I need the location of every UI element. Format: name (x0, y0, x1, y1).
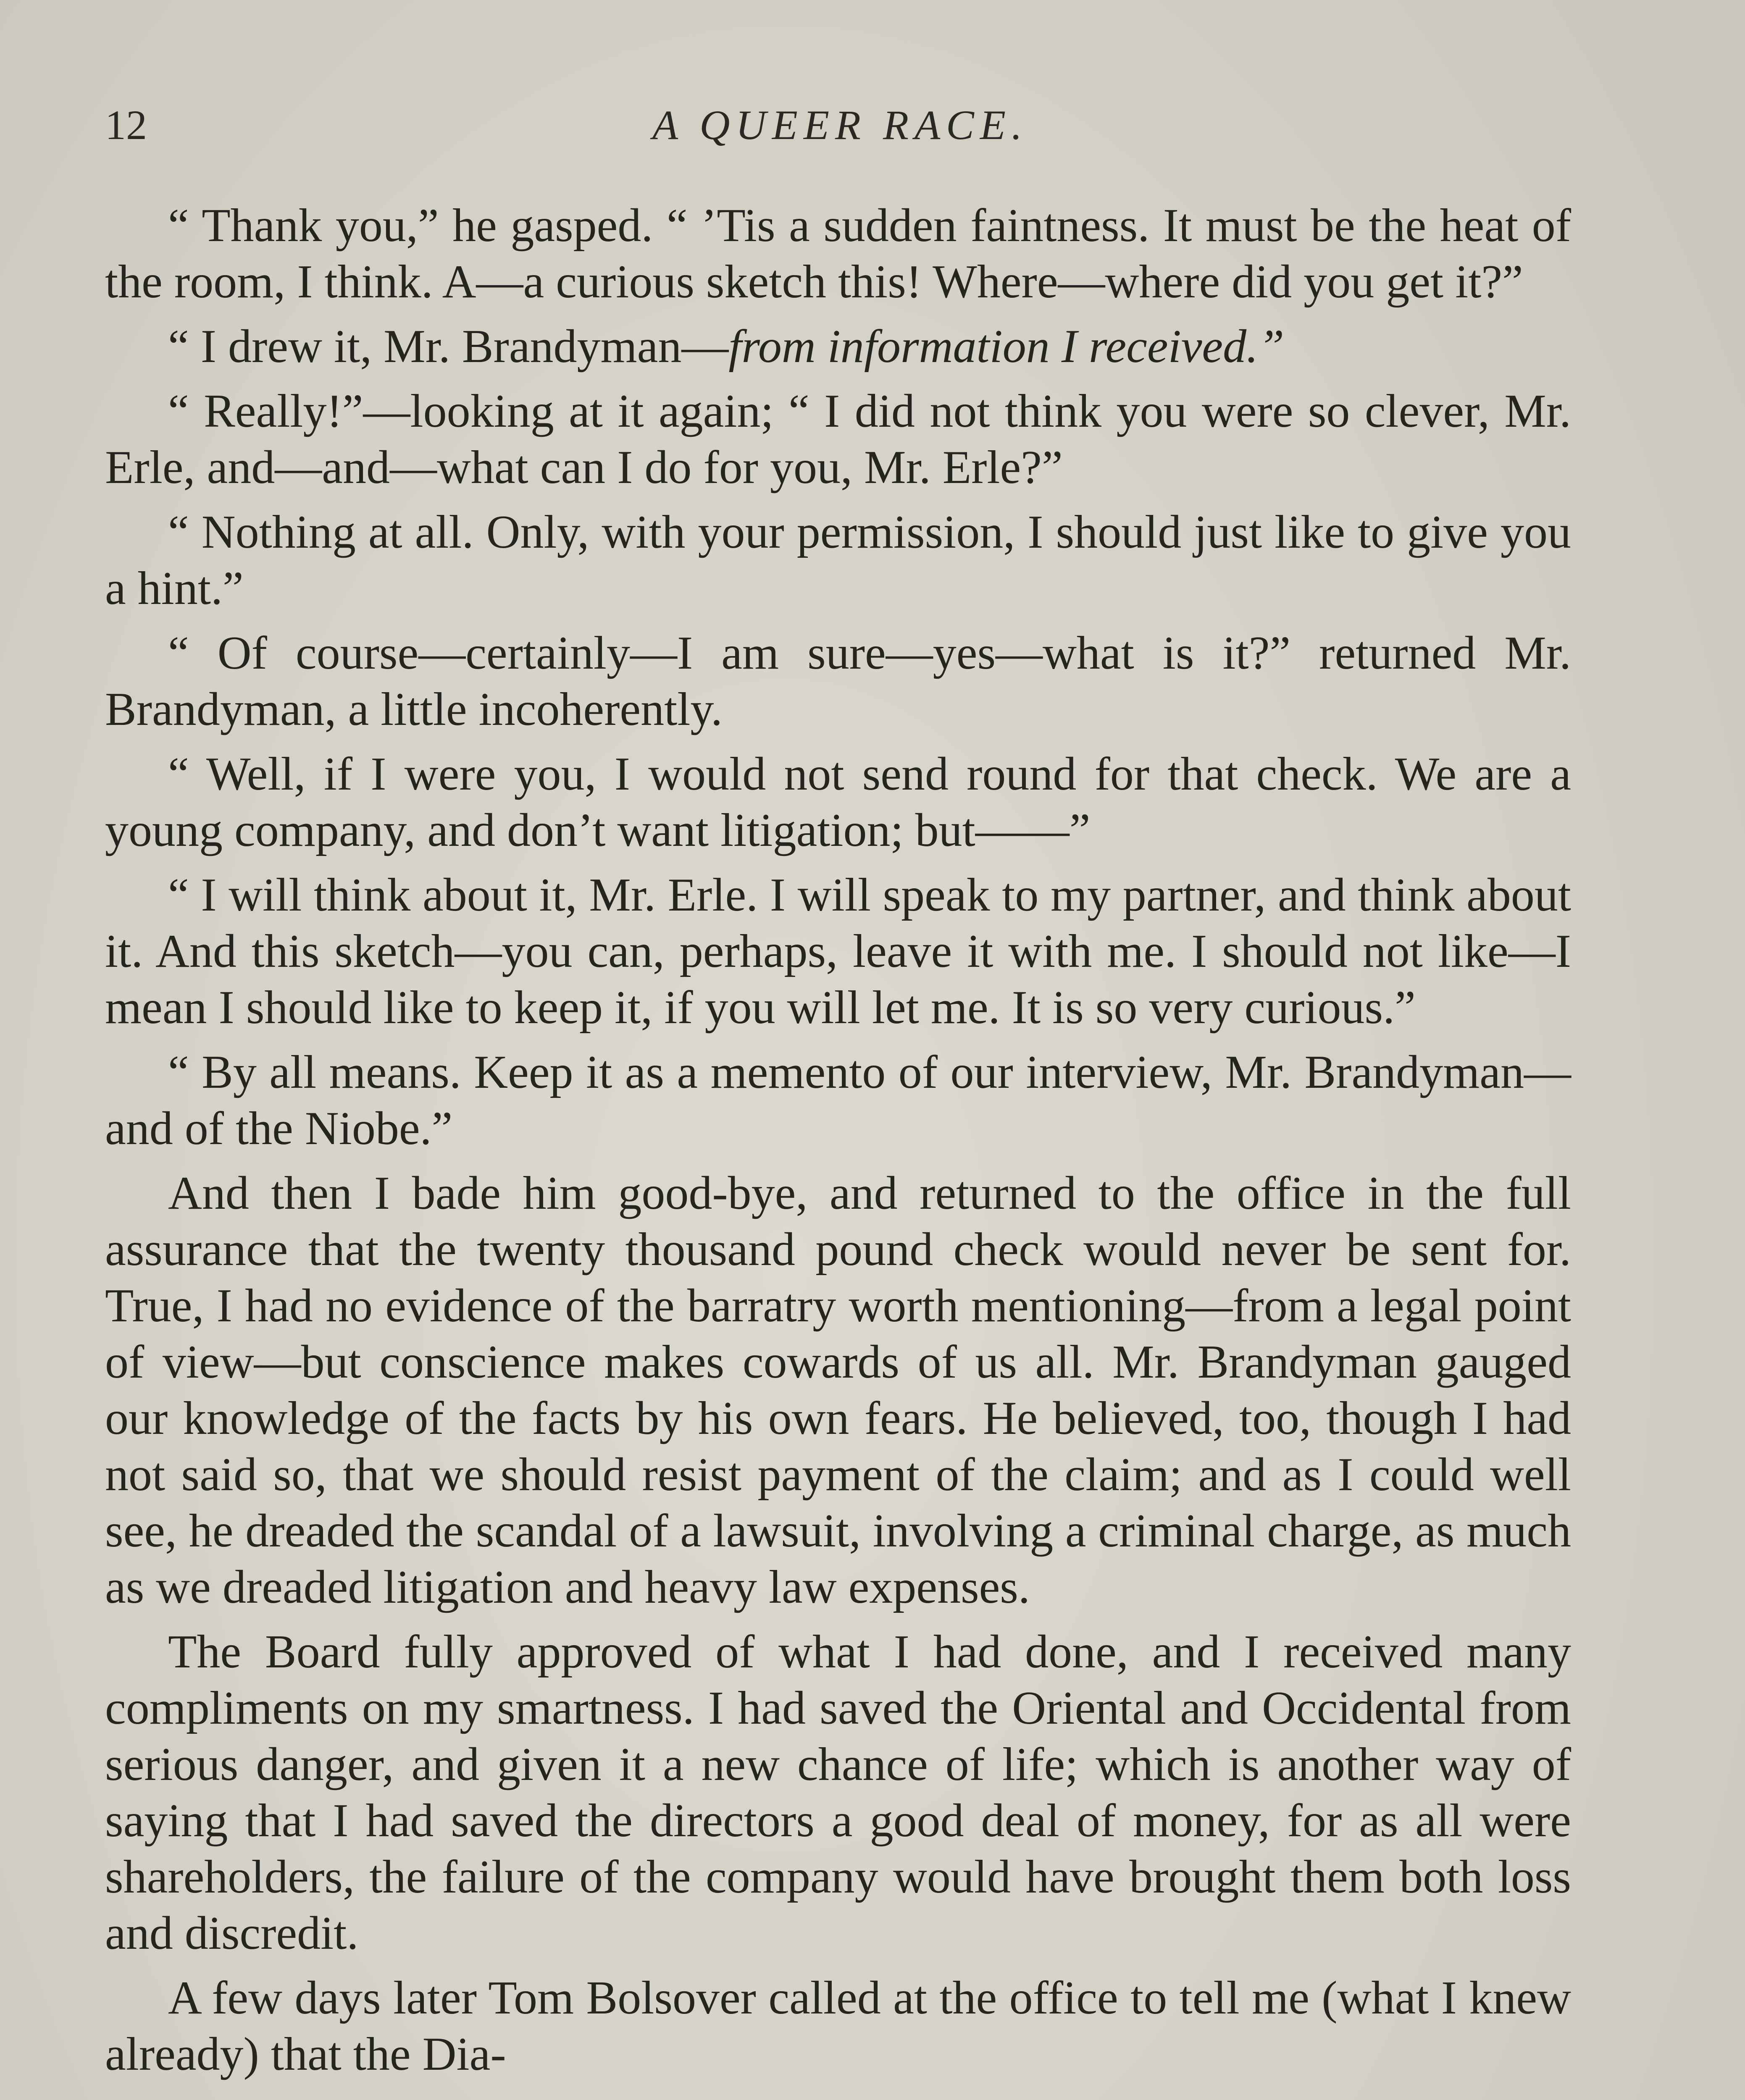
body-text (105, 197, 1571, 2091)
paragraph: “ Nothing at all. Only, with your permission, I should just like to give you a hint.” (105, 506, 1571, 614)
paragraph: “ Well, if I were you, I would not send round for that check. We are a young company, and don’t want litigation; but——” (105, 748, 1571, 856)
paragraph: And then I bade him good-bye, and returned to the office in the full assurance that the twenty thousand pound check would never be sent for. True, I had no evidence of the barratry worth mentioning—from a legal point of view—but conscience makes cowards of us all. Mr. Brandyman gauged our knowledge of the facts by his own fears. He believed, too, though I had not said so, that we should resist payment of the claim; and as I could well see, he dreaded the scandal of a lawsuit, involving a criminal charge, as much as we dreaded litigation and heavy law expenses. (105, 1167, 1571, 1613)
paragraph: “ Thank you,” he gasped. “ ’Tis a sudden faintness. It must be the heat of the room, I think. A—a curious sketch this! Where—where did you get it?” (105, 200, 1571, 308)
paragraph: “ I will think about it, Mr. Erle. I will speak to my partner, and think about it. And this sketch—you can, perhaps, leave it with me. I should not like—I mean I should like to keep it, if you will let me. It is so very curious.” (105, 869, 1571, 1034)
page-header (105, 101, 1575, 160)
paragraph: “ Really!”—looking at it again; “ I did not think you were so clever, Mr. Erle, and—and—what can I do for you, Mr. Erle?” (105, 385, 1571, 494)
paragraph (105, 318, 1571, 375)
page-number: 12 (105, 102, 147, 148)
italic-phrase: from information I received.” (728, 320, 1285, 373)
paragraph: “ Of course—certainly—I am sure—yes—what is it?” returned Mr. Brandyman, a little incoherently. (105, 627, 1571, 735)
running-title: A QUEER RACE. (652, 102, 1028, 148)
paragraph: “ By all means. Keep it as a memento of our interview, Mr. Brandyman—and of the Niobe.” (105, 1046, 1571, 1155)
paragraph-text: “ I drew it, Mr. Brandyman— (168, 320, 729, 373)
paragraph: A few days later Tom Bolsover called at the office to tell me (what I knew already) that the Dia- (105, 1972, 1571, 2080)
paragraph: The Board fully approved of what I had done, and I received many compliments on my smartness. I had saved the Oriental and Occidental from serious danger, and given it a new chance of life; which is another way of saying that I had saved the directors a good deal of money, for as all were shareholders, the failure of the company would have brought them both loss and discredit. (105, 1626, 1571, 1959)
